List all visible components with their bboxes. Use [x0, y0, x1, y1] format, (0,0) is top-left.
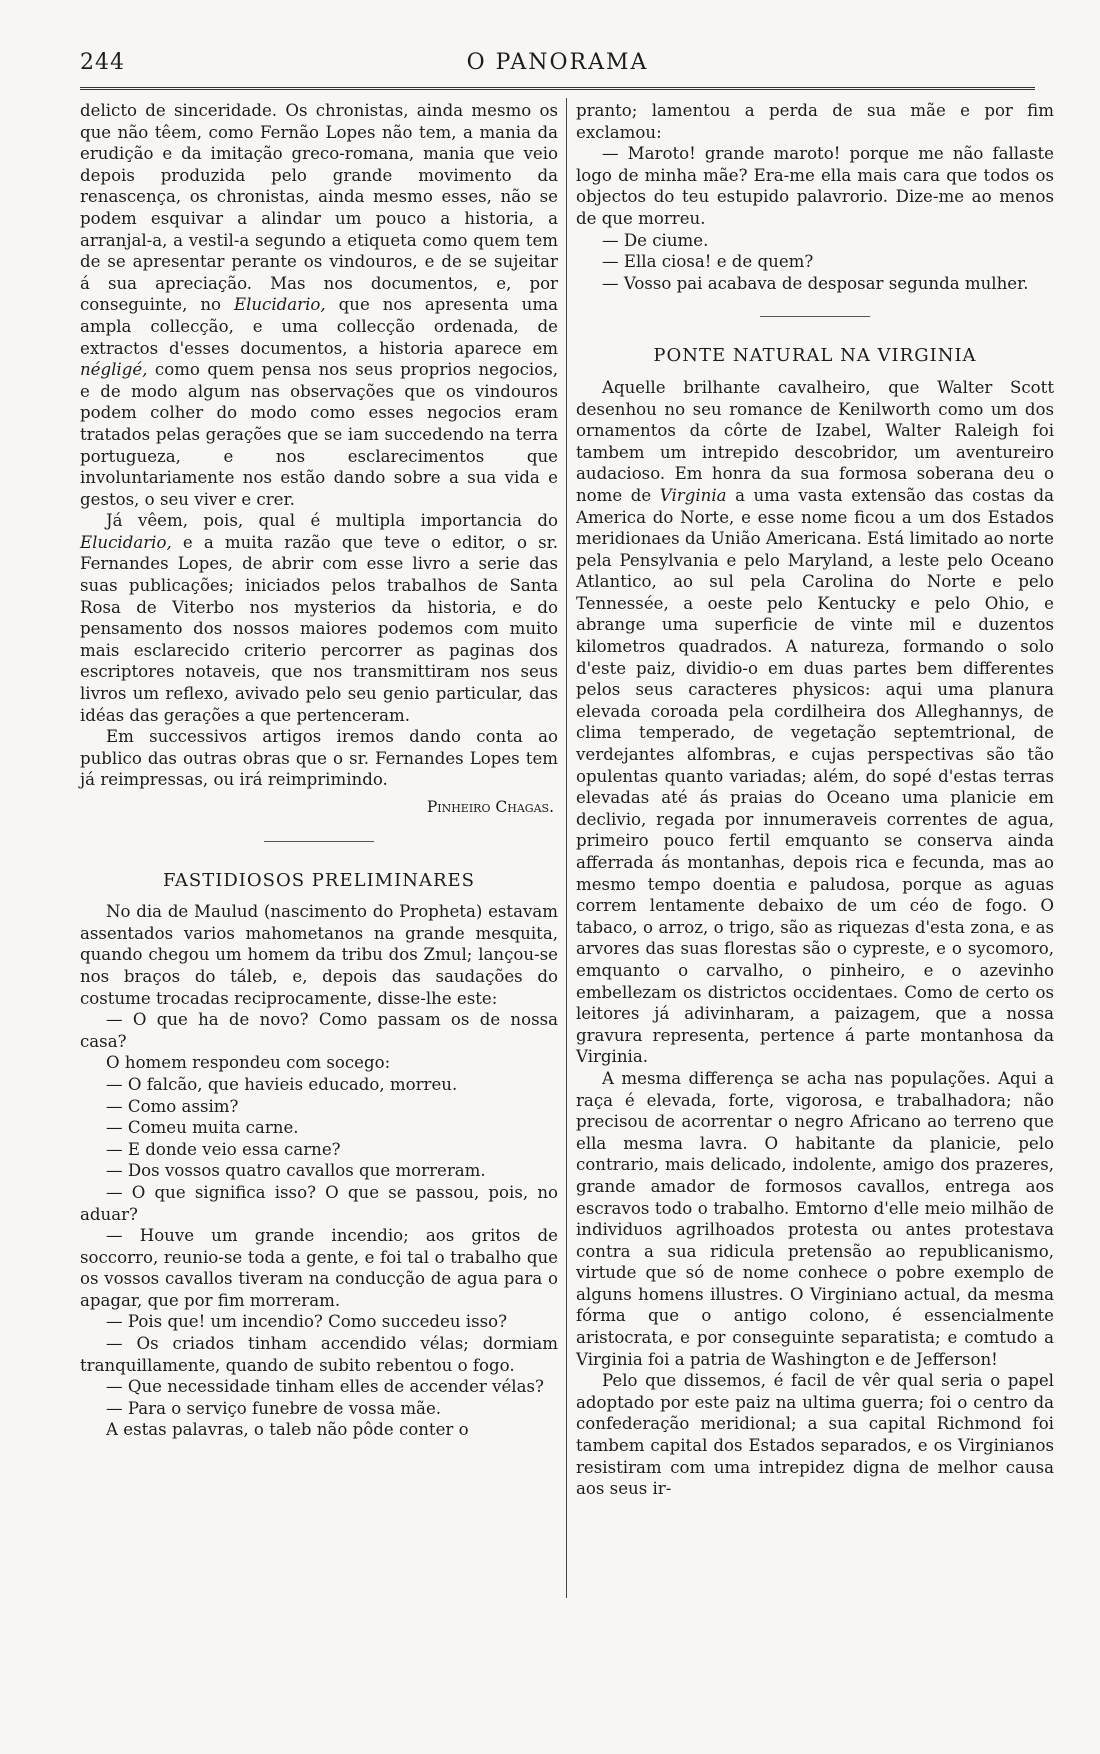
text-span: como quem pensa nos seus proprios negocios, e de modo algum nas observações que os vindouros podem colher do modo como esses negocios eram tratados pelas gerações que se iam succedendo na terra portugueza, e nos esclarecimentos que involuntariamente nos estão dando sobre a sua vida e gestos, o seu viver e crer.: [80, 360, 558, 509]
dialogue-line: — Houve um grande incendio; aos gritos de soccorro, reunio-se toda a gente, e foi tal o trabalho que os vossos cavallos tiveram na conducção de agua para o apagar, que por fim morreram.: [80, 1226, 558, 1310]
dialogue-line: — Pois que! um incendio? Como succedeu isso?: [106, 1312, 508, 1332]
italic-word: Virginia: [659, 485, 727, 505]
section-divider: [264, 841, 374, 842]
page-header: [80, 50, 1035, 90]
text-span: Já vêem, pois, qual é multipla importancia do: [106, 511, 558, 531]
right-column: [576, 100, 1054, 1500]
dialogue-block: [576, 143, 1054, 294]
italic-word: négligé,: [80, 360, 148, 380]
article-continuation: [80, 100, 558, 510]
section-title: PONTE NATURAL NA VIRGINIA: [653, 345, 977, 367]
dialogue-line: — Vosso pai acabava de desposar segunda mulher.: [602, 273, 1029, 293]
dialogue-line: — O que ha de novo? Como passam os de nossa casa?: [80, 1010, 558, 1051]
dialogue-line: — Como assim?: [106, 1096, 239, 1116]
text-span: e a muita razão que teve o editor, o sr. Fernandes Lopes, de abrir com esse livro a serie das suas publicações; iniciados pelos trabalhos de Santa Rosa de Viterbo nos mysterios da historia, e do pensamento dos nossos maiores podemos com muito mais esclarecido criterio percorrer as paginas dos escriptores notaveis, que nos transmittiram nos seus livros um reflexo, avivado pelo seu genio particular, das idéas das gerações a que pertenceram.: [80, 532, 558, 725]
column-divider: [566, 98, 567, 1598]
italic-title: Elucidario,: [233, 295, 326, 315]
text-span: delicto de sinceridade. Os chronistas, ainda mesmo os que não têem, como Fernão Lopes não tem, a mania da erudição e da imitação greco-romana, mania que veio depois produzida pelo grande movimento da renascença, os chronistas, ainda mesmo esses, não se podem esquivar a alindar um pouco a historia, a arranjal-a, a vestil-a segundo a etiqueta como quem tem de se apresentar perante os vindouros, e de se sujeitar á sua apreciação. Mas nos documentos, e, por conseguinte, no: [80, 101, 558, 315]
dialogue-line: — O falcão, que havieis educado, morreu.: [106, 1074, 458, 1094]
text-span: Aquelle brilhante cavalheiro, que Walter Scott desenhou no seu romance de Kenilworth como um dos ornamentos da côrte de Izabel, Walter Raleigh foi tambem um intrepido descobridor, um aventureiro audacioso. Em honra da sua formosa soberana deu o nome de: [576, 377, 1054, 505]
story-paragraph: A estas palavras, o taleb não pôde conter o: [106, 1420, 469, 1440]
article-paragraph: [576, 377, 1054, 1068]
text-span: a uma vasta extensão das costas da America do Norte, e esse nome ficou a um dos Estados meridionaes da União Americana. Está limitado ao norte pela Pensylvania e pelo Maryland, a leste pelo Oceano Atlantico, ao sul pela Carolina do Norte e pelo Tennessée, a oeste pelo Kentucky e pelo Ohio, e abrange uma superficie de vinte mil e duzentos kilometros quadrados. A natureza, formando o solo d'este paiz, dividio-o em duas partes bem differentes pelos seus caracteres physicos: aqui uma planura elevada coroada pela cordilheira dos Alleghannys, de clima temperado, de vegetação septemtrional, de verdejantes alfombras, e cujas perspectivas são tão opulentas quanto variadas; além, do sopé d'estas terras elevadas até ás praias do Oceano uma planicie em declivio, regada por innumeraveis correntes de agua, primeiro pouco fertil emquanto se conserva ainda afferrada ás montanhas, depois rica e fecunda, mas ao mesmo tempo doentia e paludosa, porque as aguas correm lentamente debaixo de um céo de fogo. O tabaco, o arroz, o trigo, são as riquezas d'esta zona, e as arvores das suas florestas são o cypreste, e o sycomoro, emquanto o carvalho, o pinheiro, e o azevinho embellezam os districtos occidentaes. Como de certo os leitores já adivinharam, a paizagem, que a nossa gravura representa, pertence á parte montanhosa da Virginia.: [576, 485, 1055, 1067]
article-paragraph: Em successivos artigos iremos dando conta ao publico das outras obras que o sr. Fernandes Lopes tem já reimpressas, ou irá reimprimindo.: [80, 727, 558, 790]
text-span: que nos apresenta uma ampla collecção, e uma collecção ordenada, de extractos d'esses documentos, a historia aparece em: [80, 295, 558, 358]
italic-title: Elucidario,: [80, 532, 172, 552]
dialogue-line: — De ciume.: [602, 230, 709, 250]
header-rule: [80, 87, 1035, 90]
section-title: FASTIDIOSOS PRELIMINARES: [163, 869, 475, 891]
dialogue-block: [80, 1009, 558, 1419]
story-continuation: pranto; lamentou a perda de sua mãe e por fim exclamou:: [576, 101, 1054, 142]
article-paragraph: A mesma differença se acha nas populações. Aqui a raça é elevada, forte, vigorosa, e trabalhadora; não precisou de acorrentar o negro Africano ao terreno que ella mesma lavra. O habitante da planicie, pelo contrario, mais delicado, indolente, amigo dos prazeres, grande amador de formosos cavallos, entrega aos escravos todo o trabalho. Emtorno d'elle meio milhão de individuos agrilhoados protesta ou antes protestava contra a sua ridicula pretensão ao republicanismo, virtude que só de nome conhece o pobre exemplo de alguns homens illustres. O Virginiano actual, da mesma fórma que o antigo colono, é essencialmente aristocrata, e por conseguinte separatista; e comtudo a Virginia foi a patria de Washington e de Jefferson!: [576, 1068, 1054, 1369]
dialogue-line: — Que necessidade tinham elles de accender vélas?: [106, 1377, 544, 1397]
dialogue-line: — E donde veio essa carne?: [106, 1139, 341, 1159]
section-divider: [760, 316, 870, 317]
left-column: [80, 100, 558, 1441]
dialogue-line: O homem respondeu com socego:: [106, 1053, 391, 1073]
dialogue-line: — Os criados tinham accendido vélas; dormiam tranquillamente, quando de subito rebentou o fogo.: [80, 1334, 558, 1375]
article-paragraph: [80, 510, 558, 726]
dialogue-line: — Dos vossos quatro cavallos que morreram.: [106, 1161, 486, 1181]
article-paragraph: Pelo que dissemos, é facil de vêr qual seria o papel adoptado por este paiz na ultima guerra; foi o centro da confederação meridional; a sua capital Richmond foi tambem capital dos Estados separados, e os Virginianos resistiram com uma intrepidez digna de melhor causa aos seus ir-: [576, 1371, 1054, 1499]
dialogue-line: — O que significa isso? O que se passou, pois, no aduar?: [80, 1182, 558, 1224]
dialogue-line: — Ella ciosa! e de quem?: [602, 252, 814, 272]
dialogue-line: — Para o serviço funebre de vossa mãe.: [106, 1398, 442, 1418]
dialogue-line: — Maroto! grande maroto! porque me não fallaste logo de minha mãe? Era-me ella mais cara que todos os objectos do teu estupido palavrorio. Dize-me ao menos de que morreu.: [576, 144, 1054, 228]
dialogue-line: — Comeu muita carne.: [106, 1118, 299, 1138]
running-title: O PANORAMA: [466, 50, 649, 75]
author-signature: Pinheiro Chagas.: [426, 798, 554, 816]
story-paragraph: No dia de Maulud (nascimento do Propheta) estavam assentados varios mahometanos na grande mesquita, quando chegou um homem da tribu dos Zmul; lançou-se nos braços do táleb, e, depois das saudações do costume trocadas reciprocamente, disse-lhe este:: [80, 902, 558, 1008]
page-number: 244: [80, 50, 125, 75]
